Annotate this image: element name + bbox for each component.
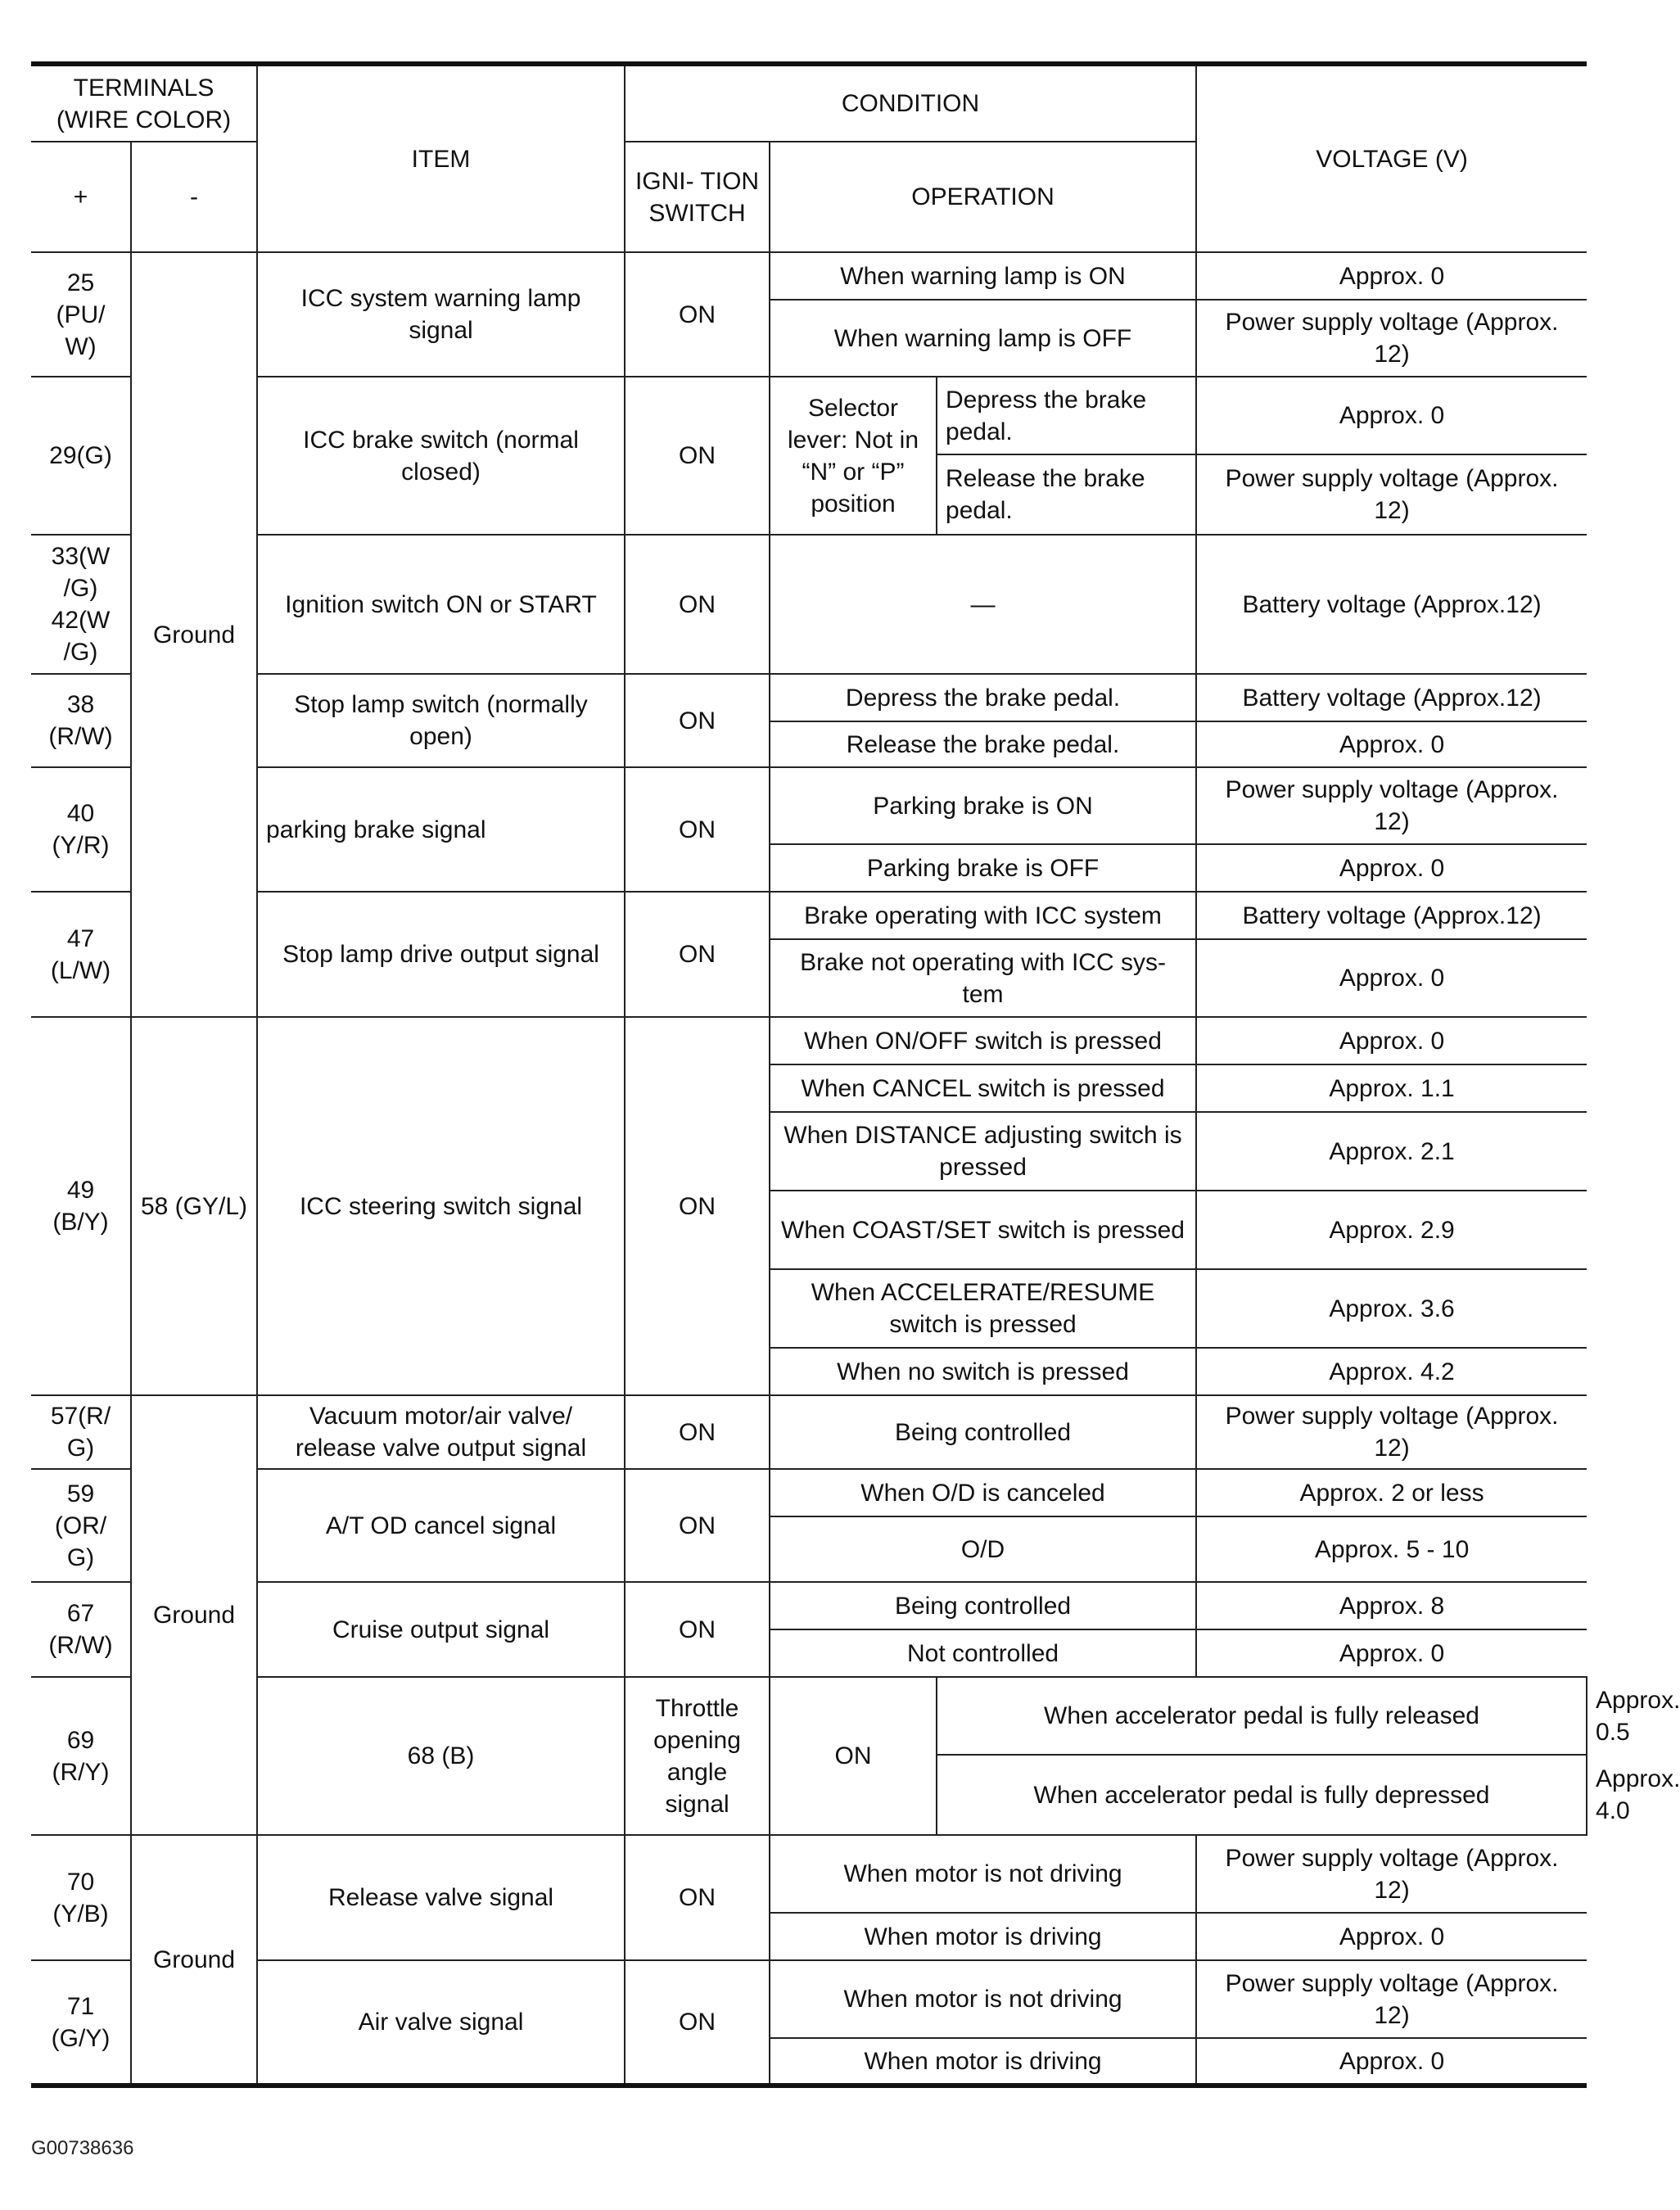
voltage-value: Approx. 2.9 [1196,1191,1587,1269]
item-name: ICC steering switch signal [257,1017,625,1395]
terminal-plus: 70 (Y/B) [31,1835,131,1960]
operation: When warning lamp is ON [770,252,1196,300]
voltage-value: Approx. 0 [1196,377,1587,454]
operation: When motor is not driving [770,1960,1196,2038]
item-name: ICC brake switch (normal closed) [257,377,625,535]
ignition-switch-value: ON [625,1960,770,2086]
terminal-plus: 33(W /G) 42(W /G) [31,535,131,674]
ignition-switch-value: ON [625,892,770,1017]
operation: When motor is driving [770,2038,1196,2086]
selector-lever-condition: Selector lever: Not in “N” or “P” position [770,377,937,535]
voltage-value: Battery voltage (Approx.12) [1196,535,1587,674]
voltage-value: Approx. 0 [1196,939,1587,1017]
terminal-plus: 47 (L/W) [31,892,131,1017]
voltage-value: Approx. 1.1 [1196,1064,1587,1112]
operation: Release the brake pedal. [937,454,1196,535]
table-row [31,1395,1587,1469]
terminal-plus: 49 (B/Y) [31,1017,131,1395]
operation: When warning lamp is OFF [770,300,1196,377]
voltage-value: Battery voltage (Approx.12) [1196,674,1587,721]
ignition-switch-header: IGNI- TION SWITCH [625,142,770,252]
operation: When ON/OFF switch is pressed [770,1017,1196,1064]
operation: Being controlled [770,1582,1196,1629]
ignition-switch-value: ON [770,1677,937,1835]
voltage-value: Approx. 2.1 [1196,1112,1587,1191]
item-name: Ignition switch ON or START [257,535,625,674]
operation: When DISTANCE adjusting switch is pressed [770,1112,1196,1191]
voltage-value: Approx. 5 - 10 [1196,1516,1587,1582]
table-row [31,892,1587,939]
ignition-switch-value: ON [625,1835,770,1960]
voltage-value: Approx. 0 [1196,2038,1587,2086]
operation: Brake operating with ICC system [770,892,1196,939]
voltage-value: Approx. 0 [1196,844,1587,892]
operation: Release the brake pedal. [770,721,1196,767]
terminal-plus: 69 (R/Y) [31,1677,131,1835]
minus-header: - [131,142,257,252]
table-row [31,1835,1587,1913]
voltage-value: Power supply voltage (Approx. 12) [1196,1835,1587,1913]
voltage-value: Power supply voltage (Approx. 12) [1196,767,1587,844]
terminals-header: TERMINALS (WIRE COLOR) [31,64,257,142]
ignition-switch-value: ON [625,767,770,892]
voltage-value: Approx. 3.6 [1196,1269,1587,1348]
terminal-plus: 25 (PU/ W) [31,252,131,377]
terminal-voltage-table [31,61,1680,2088]
operation: When accelerator pedal is fully released [937,1677,1587,1755]
voltage-value: Approx. 4.2 [1196,1348,1587,1395]
table-row [31,535,1587,674]
operation: Depress the brake pedal. [770,674,1196,721]
ignition-switch-value: ON [625,674,770,767]
terminal-minus-ground: Ground [131,1395,257,1835]
voltage-value: Approx. 0 [1196,1629,1587,1677]
voltage-value: Power supply voltage (Approx. 12) [1196,1960,1587,2038]
terminal-minus: 68 (B) [257,1677,625,1835]
table-row: 69 (R/Y) 68 (B) Throttle opening angle signal ON When accelerator pedal is fully released Approx. 0.5 [31,1677,1587,1755]
operation: Depress the brake pedal. [937,377,1196,454]
item-name: parking brake signal [257,767,625,892]
operation: When motor is driving [770,1913,1196,1960]
table-row [31,1017,1587,1064]
terminal-minus-ground: Ground [131,1835,257,2086]
ignition-switch-value: ON [625,535,770,674]
operation: Being controlled [770,1395,1196,1469]
operation: Brake not operating with ICC sys- tem [770,939,1196,1017]
operation: — [770,535,1196,674]
table-row: When accelerator pedal is fully depressed Approx. 4.0 [31,1755,1587,1835]
plus-header: + [31,142,131,252]
voltage-value: Approx. 0 [1196,1017,1587,1064]
item-name: Stop lamp switch (normally open) [257,674,625,767]
operation: Parking brake is ON [770,767,1196,844]
operation: When COAST/SET switch is pressed [770,1191,1196,1269]
terminal-plus: 59 (OR/ G) [31,1469,131,1582]
ignition-switch-value: ON [625,1582,770,1677]
ignition-switch-value: ON [625,377,770,535]
item-name: ICC system warning lamp signal [257,252,625,377]
voltage-value: Approx. 8 [1196,1582,1587,1629]
operation: When accelerator pedal is fully depressed [937,1755,1587,1835]
voltage-value: Battery voltage (Approx.12) [1196,892,1587,939]
item-name: Release valve signal [257,1835,625,1960]
item-name: Stop lamp drive output signal [257,892,625,1017]
voltage-header: VOLTAGE (V) [1196,64,1587,252]
voltage-value: Approx. 2 or less [1196,1469,1587,1516]
ignition-switch-value: ON [625,1017,770,1395]
terminal-minus: 58 (GY/L) [131,1017,257,1395]
spec-sheet [31,61,1680,2088]
table-row [31,377,1587,454]
operation: When no switch is pressed [770,1348,1196,1395]
table-row [31,1582,1587,1629]
item-name: Air valve signal [257,1960,625,2086]
voltage-value: Power supply voltage (Approx. 12) [1196,454,1587,535]
item-header: ITEM [257,64,625,252]
operation: Not controlled [770,1629,1196,1677]
terminal-plus: 67 (R/W) [31,1582,131,1677]
operation: O/D [770,1516,1196,1582]
table-row [31,252,1587,300]
terminal-plus: 29(G) [31,377,131,535]
terminal-plus: 57(R/ G) [31,1395,131,1469]
terminal-plus: 71 (G/Y) [31,1960,131,2086]
terminal-plus: 38 (R/W) [31,674,131,767]
ignition-switch-value: ON [625,1395,770,1469]
table-row [31,1960,1587,2038]
item-name: Throttle opening angle signal [625,1677,770,1835]
voltage-value: Approx. 0 [1196,1913,1587,1960]
item-name: A/T OD cancel signal [257,1469,625,1582]
item-name: Cruise output signal [257,1582,625,1677]
item-name: Vacuum motor/air valve/ release valve output signal [257,1395,625,1469]
operation: When O/D is canceled [770,1469,1196,1516]
operation: When CANCEL switch is pressed [770,1064,1196,1112]
voltage-value: Power supply voltage (Approx. 12) [1196,300,1587,377]
table-row [31,674,1587,721]
table-row [31,767,1587,844]
condition-header: CONDITION [625,64,1196,142]
table-row [31,1469,1587,1516]
ignition-switch-value: ON [625,1469,770,1582]
operation: When motor is not driving [770,1835,1196,1913]
ignition-switch-value: ON [625,252,770,377]
voltage-value: Approx. 0 [1196,721,1587,767]
operation-header: OPERATION [770,142,1196,252]
operation: When ACCELERATE/RESUME switch is pressed [770,1269,1196,1348]
voltage-value: Power supply voltage (Approx. 12) [1196,1395,1587,1469]
operation: Parking brake is OFF [770,844,1196,892]
figure-id: G00738636 [31,2137,134,2159]
voltage-value: Approx. 0 [1196,252,1587,300]
terminal-minus-ground: Ground [131,252,257,1017]
terminal-plus: 40 (Y/R) [31,767,131,892]
